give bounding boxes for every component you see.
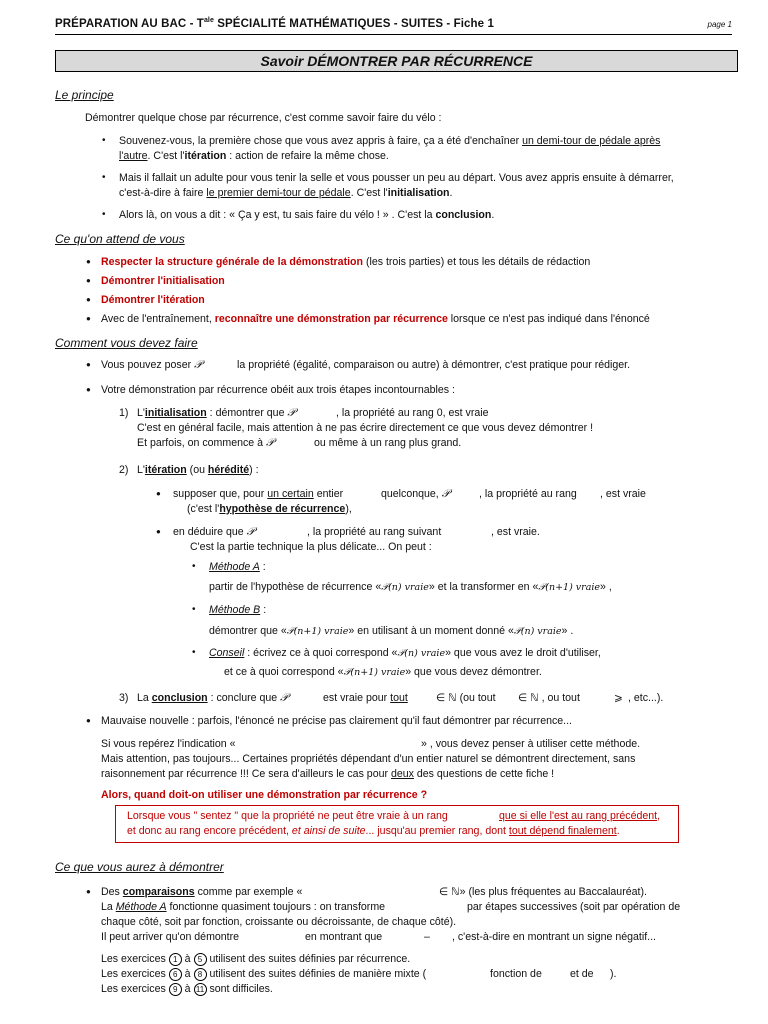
text-italic-underlined: Méthode A (209, 561, 260, 573)
bullet-square: ● (86, 887, 91, 896)
conseil-line-1 (209, 646, 601, 661)
bullet-dot: • (192, 561, 196, 572)
demontrer-bullet-1-tail (439, 885, 647, 899)
text: supposer que, pour (173, 488, 268, 500)
bullet-dot: • (192, 604, 196, 615)
bullet-square: ● (86, 257, 91, 266)
circled-number: 9 (169, 983, 182, 996)
text-bold-underlined: hypothèse de récurrence (219, 503, 346, 515)
method-b-label (209, 603, 266, 617)
property-symbol: 𝒫 (194, 358, 202, 371)
step-2a-line-1-mid (381, 487, 450, 501)
answer-line-1-pre: Lorsque vous " sentez " que la propriété ne peut être vraie à un rang (127, 810, 448, 822)
text: (ou tout (456, 692, 496, 704)
bullet-square: ● (86, 716, 91, 725)
text: Les exercices (101, 953, 169, 965)
text: partir de l'hypothèse de récurrence « (209, 581, 382, 593)
text: c'est-à-dire à faire (119, 187, 207, 199)
text: lorsque ce n'est pas indiqué dans l'énoncé (447, 313, 650, 325)
text: en déduire que (173, 526, 247, 538)
step-2b-line-1-mid: , la propriété au rang suivant (307, 526, 442, 538)
exercises-line-2-mid: fonction de (490, 968, 542, 980)
bullet-dot: • (102, 209, 106, 220)
text-underlined: un demi-tour de pédale après (522, 135, 661, 147)
text: entier (313, 488, 344, 500)
text-italic: et ainsi de suite (291, 825, 366, 837)
text: : démontrer que (206, 407, 288, 419)
faire-bullet-1-tail: la propriété (égalité, comparaison ou autre) à démontrer, c'est pratique pour rédiger. (237, 359, 631, 371)
principe-bullet-1-line-1 (119, 134, 660, 148)
text-red-bold: Respecter la structure générale de la démonstration (101, 256, 363, 268)
math-pn-vraie: 𝒫(n) vraie (513, 626, 562, 637)
question-when: Alors, quand doit-on utiliser une démonstration par récurrence ? (101, 789, 428, 801)
step-1-line-1-tail: , la propriété au rang 0, est vraie (336, 407, 489, 419)
step-2a-line-1 (173, 487, 343, 501)
text-bold: itération (184, 150, 227, 162)
text: : action de refaire la même chose. (226, 150, 389, 162)
text: : conclure que (207, 692, 281, 704)
property-symbol: 𝒫 (280, 691, 289, 704)
math-in-n: ∈ ℕ (518, 692, 539, 704)
text-bold-underlined: initialisation (144, 407, 207, 419)
demontrer-line-4-minus: – (424, 931, 430, 943)
text-bold-underlined: itération (144, 464, 187, 476)
text: fonctionne quasiment toujours : on transforme (166, 901, 386, 913)
text: Vous pouvez poser (101, 359, 195, 371)
method-a-label (209, 560, 266, 574)
faire-bullet-3: Mauvaise nouvelle : parfois, l'énoncé ne précise pas clairement qu'il faut démontrer par récurrence... (101, 715, 573, 727)
math-pn-vraie: 𝒫(n) vraie (397, 648, 446, 659)
text-underlined: un certain (267, 488, 314, 500)
section-heading-faire: Comment vous devez faire (55, 336, 198, 350)
step-2b-line-2: C'est la partie technique la plus délicate... On peut : (190, 541, 432, 553)
page-header (55, 14, 732, 35)
circled-number: 1 (169, 953, 182, 966)
text: L' (137, 464, 145, 476)
text: utilisent des suites définies par récurrence. (206, 953, 411, 965)
property-symbol: 𝒫 (246, 525, 255, 538)
bullet-square: ● (86, 276, 91, 285)
header-title (55, 17, 494, 30)
math-pn1-vraie: 𝒫(n+1) vraie (343, 667, 406, 678)
text: (ou (186, 464, 208, 476)
text-italic-underlined: Méthode A (115, 901, 167, 913)
bullet-dot: • (192, 647, 196, 658)
math-pn1-vraie: 𝒫(n+1) vraie (286, 626, 349, 637)
demontrer-line-4-mid: en montrant que (305, 931, 383, 943)
step-1-line-1 (137, 406, 295, 420)
step-3-line-mid (323, 691, 408, 705)
circled-number: 6 (169, 968, 182, 981)
text: , ou tout (538, 692, 580, 704)
text-italic-underlined: Méthode B (209, 604, 261, 616)
attend-bullet-2: Démontrer l'initialisation (101, 275, 225, 287)
text-underlined: le premier demi-tour de pédale (206, 187, 351, 199)
demontrer-line-2-tail: par étapes successives (soit par opération de (467, 901, 681, 913)
text: des questions de cette fiche ! (413, 768, 555, 780)
text: » en utilisant à un moment donné « (348, 625, 514, 637)
text: . (449, 187, 453, 199)
header-title-sup: ale (203, 17, 214, 24)
text: Alors là, on vous a dit : « Ça y est, tu sais faire du vélo ! » . C'est la (119, 209, 436, 221)
banner-title-box (55, 50, 738, 72)
text: raisonnement par récurrence !!! Ce sera d'ailleurs le cas pour (101, 768, 391, 780)
step-1-number: 1) (119, 407, 129, 419)
math-in-n: ∈ ℕ (439, 886, 460, 898)
demontrer-line-3: chaque côté, soit par fonction, croissante ou décroissante, de chaque côté). (101, 916, 457, 928)
text: La (101, 901, 116, 913)
text-underlined: tout dépend finalement (508, 825, 617, 837)
step-2b-line-1-tail: , est vraie. (491, 526, 540, 538)
faire-bullet-2: Votre démonstration par récurrence obéit aux trois étapes incontournables : (101, 384, 455, 396)
exercises-line-1 (101, 952, 410, 966)
text: quelconque, (381, 488, 442, 500)
text: démontrer que « (209, 625, 287, 637)
answer-line-1-post (499, 809, 660, 823)
conseil-line-2 (224, 665, 542, 680)
text: Et parfois, on commence à (137, 437, 266, 449)
header-title-post: SPÉCIALITÉ MATHÉMATIQUES - SUITES - Fiche 1 (213, 17, 494, 30)
text: . (616, 825, 620, 837)
step-2b-line-1 (173, 525, 255, 539)
text: : (259, 561, 266, 573)
method-b-line-2 (209, 624, 573, 639)
text: » que vous avez le droit d'utiliser, (445, 647, 601, 659)
text: : écrivez ce à quoi correspond « (244, 647, 398, 659)
text: et ce à quoi correspond « (224, 666, 344, 678)
attend-bullet-3: Démontrer l'itération (101, 294, 205, 306)
circled-number: 5 (194, 953, 207, 966)
text: , (657, 810, 661, 822)
step-3-line-in1 (436, 691, 496, 705)
exercises-line-2 (101, 967, 426, 981)
faire-bullet-3-line-2-pre: Si vous repérez l'indication « (101, 738, 236, 750)
text-underlined: que si elle l'est au rang précédent (499, 810, 658, 822)
text-bold-underlined: conclusion (151, 692, 208, 704)
text: ... jusqu'au premier rang, dont (365, 825, 509, 837)
circled-number: 8 (194, 968, 207, 981)
step-2a-line-1-tail: , est vraie (600, 488, 646, 500)
text: L' (137, 407, 145, 419)
bullet-square: ● (156, 527, 161, 536)
demontrer-line-4: Il peut arriver qu'on démontre (101, 931, 240, 943)
principe-intro: Démontrer quelque chose par récurrence, c'est comme savoir faire du vélo : (85, 112, 442, 124)
answer-line-2 (127, 824, 620, 838)
demontrer-line-4-tail: , c'est-à-dire en montrant un signe négatif... (452, 931, 657, 943)
circled-number: 11 (194, 983, 207, 996)
faire-bullet-1 (101, 358, 202, 372)
property-symbol: 𝒫 (441, 487, 450, 500)
principe-bullet-2-line-1: Mais il fallait un adulte pour vous tenir la selle et vous pousser un peu au départ. Vous avez appris ensuite à démarrer, (119, 172, 674, 184)
text-underlined: tout (390, 692, 408, 704)
step-2-number: 2) (119, 464, 129, 476)
text: (c'est l' (187, 503, 220, 515)
text: à (181, 983, 194, 995)
section-heading-principe: Le principe (55, 88, 114, 102)
step-1-line-2: C'est en général facile, mais attention à ne pas écrire directement ce que vous devez démontrer ! (137, 422, 594, 434)
step-3-line-tail: , etc...). (628, 692, 664, 704)
property-symbol: 𝒫 (287, 406, 296, 419)
text: ), (345, 503, 352, 515)
text: à (181, 968, 194, 980)
text: Les exercices (101, 968, 169, 980)
method-a-line-2 (209, 580, 612, 595)
banner-title: Savoir DÉMONTRER PAR RÉCURRENCE (260, 53, 533, 69)
text: » et la transformer en « (428, 581, 539, 593)
page-number: page 1 (707, 20, 732, 29)
principe-bullet-2-line-2 (119, 186, 452, 200)
step-3-line (137, 691, 288, 705)
exercises-line-2-mid2: et de (570, 968, 594, 980)
text: . C'est l' (147, 150, 185, 162)
text: (les trois parties) et tous les détails de rédaction (363, 256, 591, 268)
faire-bullet-3-line-2-post: » , vous devez penser à utiliser cette méthode. (421, 738, 641, 750)
principe-bullet-3 (119, 208, 494, 222)
step-2a-line-1-rang: , la propriété au rang (479, 488, 577, 500)
text: comme par exemple « (194, 886, 303, 898)
text-bold: conclusion (435, 209, 492, 221)
text: » . (561, 625, 574, 637)
attend-bullet-4 (101, 312, 650, 326)
bullet-square: ● (156, 489, 161, 498)
header-title-pre: PRÉPARATION AU BAC - T (55, 17, 204, 30)
text: Souvenez-vous, la première chose que vous avez appris à faire, ça a été d'enchaîner (119, 135, 523, 147)
text: : (260, 604, 267, 616)
text: La (137, 692, 152, 704)
text: . C'est l' (350, 187, 388, 199)
step-1-line-3-tail: ou même à un rang plus grand. (314, 437, 462, 449)
text-bold-underlined: comparaisons (122, 886, 195, 898)
section-heading-demontrer: Ce que vous aurez à démontrer (55, 860, 224, 874)
attend-bullet-1 (101, 255, 590, 269)
faire-bullet-3-line-4 (101, 767, 554, 781)
text: » que vous devez démontrer. (405, 666, 542, 678)
text-bold: initialisation (387, 187, 450, 199)
math-pn1-vraie: 𝒫(n+1) vraie (538, 582, 601, 593)
text-underlined: deux (390, 768, 414, 780)
bullet-square: ● (86, 314, 91, 323)
bullet-dot: • (102, 135, 106, 146)
step-3-number: 3) (119, 692, 129, 704)
demontrer-line-2 (101, 900, 385, 914)
text: » (les plus fréquentes au Baccalauréat). (459, 886, 647, 898)
bullet-square: ● (86, 360, 91, 369)
bullet-dot: • (102, 172, 106, 183)
text: et donc au rang encore précédent, (127, 825, 292, 837)
step-1-line-3 (137, 436, 274, 450)
text: . (491, 209, 495, 221)
property-symbol: 𝒫 (265, 436, 274, 449)
text: » , (600, 581, 612, 593)
text-underlined: l'autre (119, 150, 148, 162)
text-red-bold: reconnaître une démonstration par récurrence (214, 313, 448, 325)
step-2a-line-2 (187, 502, 352, 516)
exercises-line-2-tail: ). (610, 968, 617, 980)
text: utilisent des suites définies de manière mixte ( (206, 968, 427, 980)
text: est vraie pour (323, 692, 391, 704)
text: à (181, 953, 194, 965)
bullet-square: ● (86, 295, 91, 304)
bullet-square: ● (86, 385, 91, 394)
exercises-line-3 (101, 982, 273, 996)
text: sont difficiles. (206, 983, 273, 995)
text: Avec de l'entraînement, (101, 313, 215, 325)
step-3-line-in2 (518, 691, 580, 705)
text: Des (101, 886, 123, 898)
section-heading-attend: Ce qu'on attend de vous (55, 232, 185, 246)
text: ) : (249, 464, 259, 476)
text-bold-underlined: hérédité (207, 464, 250, 476)
step-3-line-geq: ⩾ (614, 692, 623, 704)
principe-bullet-1-line-2 (119, 149, 389, 163)
step-2-title (137, 463, 259, 477)
demontrer-bullet-1 (101, 885, 302, 899)
text: Les exercices (101, 983, 169, 995)
math-pn-vraie: 𝒫(n) vraie (381, 582, 429, 593)
faire-bullet-3-line-3: Mais attention, pas toujours... Certaines propriétés dépendant d'un entier naturel se démontrent directement, sans (101, 753, 636, 765)
math-in-n: ∈ ℕ (436, 692, 457, 704)
text-italic-underlined: Conseil (209, 647, 245, 659)
